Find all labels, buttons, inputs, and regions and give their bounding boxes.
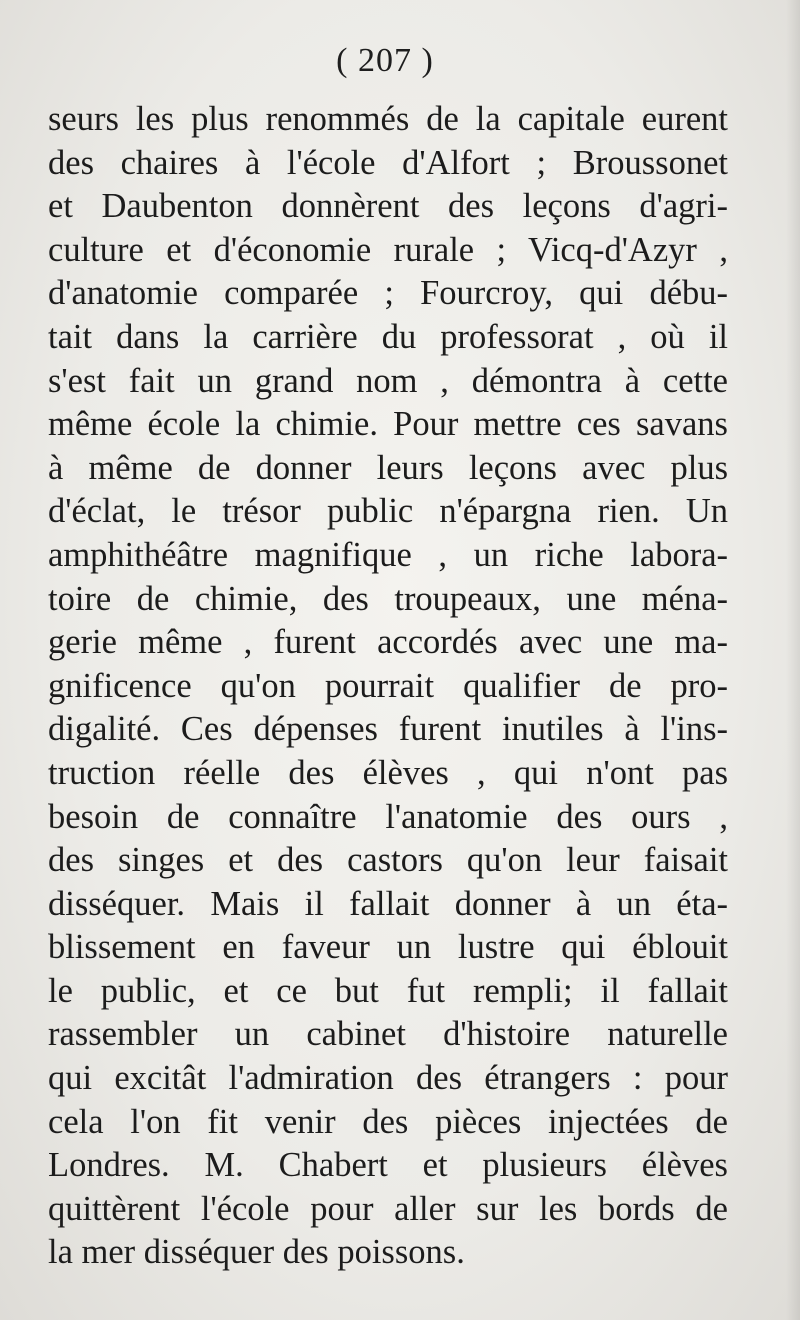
- text-line: toire de chimie, des troupeaux, une ména-: [48, 579, 728, 618]
- text-line: culture et d'économie rurale ; Vicq-d'Azyr ,: [48, 230, 728, 269]
- text-line: d'anatomie comparée ; Fourcroy, qui débu-: [48, 274, 728, 313]
- text-line: besoin de connaître l'anatomie des ours ,: [48, 797, 728, 836]
- text-line: qui excitât l'admiration des étrangers : pour: [48, 1059, 728, 1098]
- text-line: d'éclat, le trésor public n'épargna rien. Un: [48, 492, 728, 531]
- text-line: le public, et ce but fut rempli; il fallait: [48, 971, 728, 1010]
- page-number: ( 207 ): [336, 42, 434, 79]
- text-line: des chaires à l'école d'Alfort ; Broussonet: [48, 143, 728, 182]
- text-line: blissement en faveur un lustre qui éblouit: [48, 928, 728, 967]
- text-line: rassembler un cabinet d'histoire naturelle: [48, 1015, 728, 1054]
- text-line: à même de donner leurs leçons avec plus: [48, 448, 728, 487]
- text-line: truction réelle des élèves , qui n'ont pas: [48, 753, 728, 792]
- text-line: même école la chimie. Pour mettre ces savans: [48, 405, 728, 444]
- text-line: gerie même , furent accordés avec une ma-: [48, 623, 728, 662]
- text-line: gnificence qu'on pourrait qualifier de pro-: [48, 666, 728, 705]
- text-line: digalité. Ces dépenses furent inutiles à l'ins-: [48, 710, 728, 749]
- text-line: s'est fait un grand nom , démontra à cette: [48, 361, 728, 400]
- text-line: Londres. M. Chabert et plusieurs élèves: [48, 1146, 728, 1185]
- body-text: [48, 98, 728, 1275]
- text-line: des singes et des castors qu'on leur faisait: [48, 841, 728, 880]
- page-edge-shadow: [786, 0, 800, 1320]
- text-line: et Daubenton donnèrent des leçons d'agri-: [48, 187, 728, 226]
- text-line: tait dans la carrière du professorat , où il: [48, 317, 728, 356]
- text-line: amphithéâtre magnifique , un riche labora-: [48, 535, 728, 574]
- text-line: cela l'on fit venir des pièces injectées de: [48, 1102, 728, 1141]
- text-line: quittèrent l'école pour aller sur les bords de: [48, 1189, 728, 1228]
- text-line: seurs les plus renommés de la capitale eurent: [48, 100, 728, 138]
- text-line: la mer disséquer des poissons.: [48, 1233, 465, 1272]
- text-line: disséquer. Mais il fallait donner à un éta-: [48, 884, 728, 923]
